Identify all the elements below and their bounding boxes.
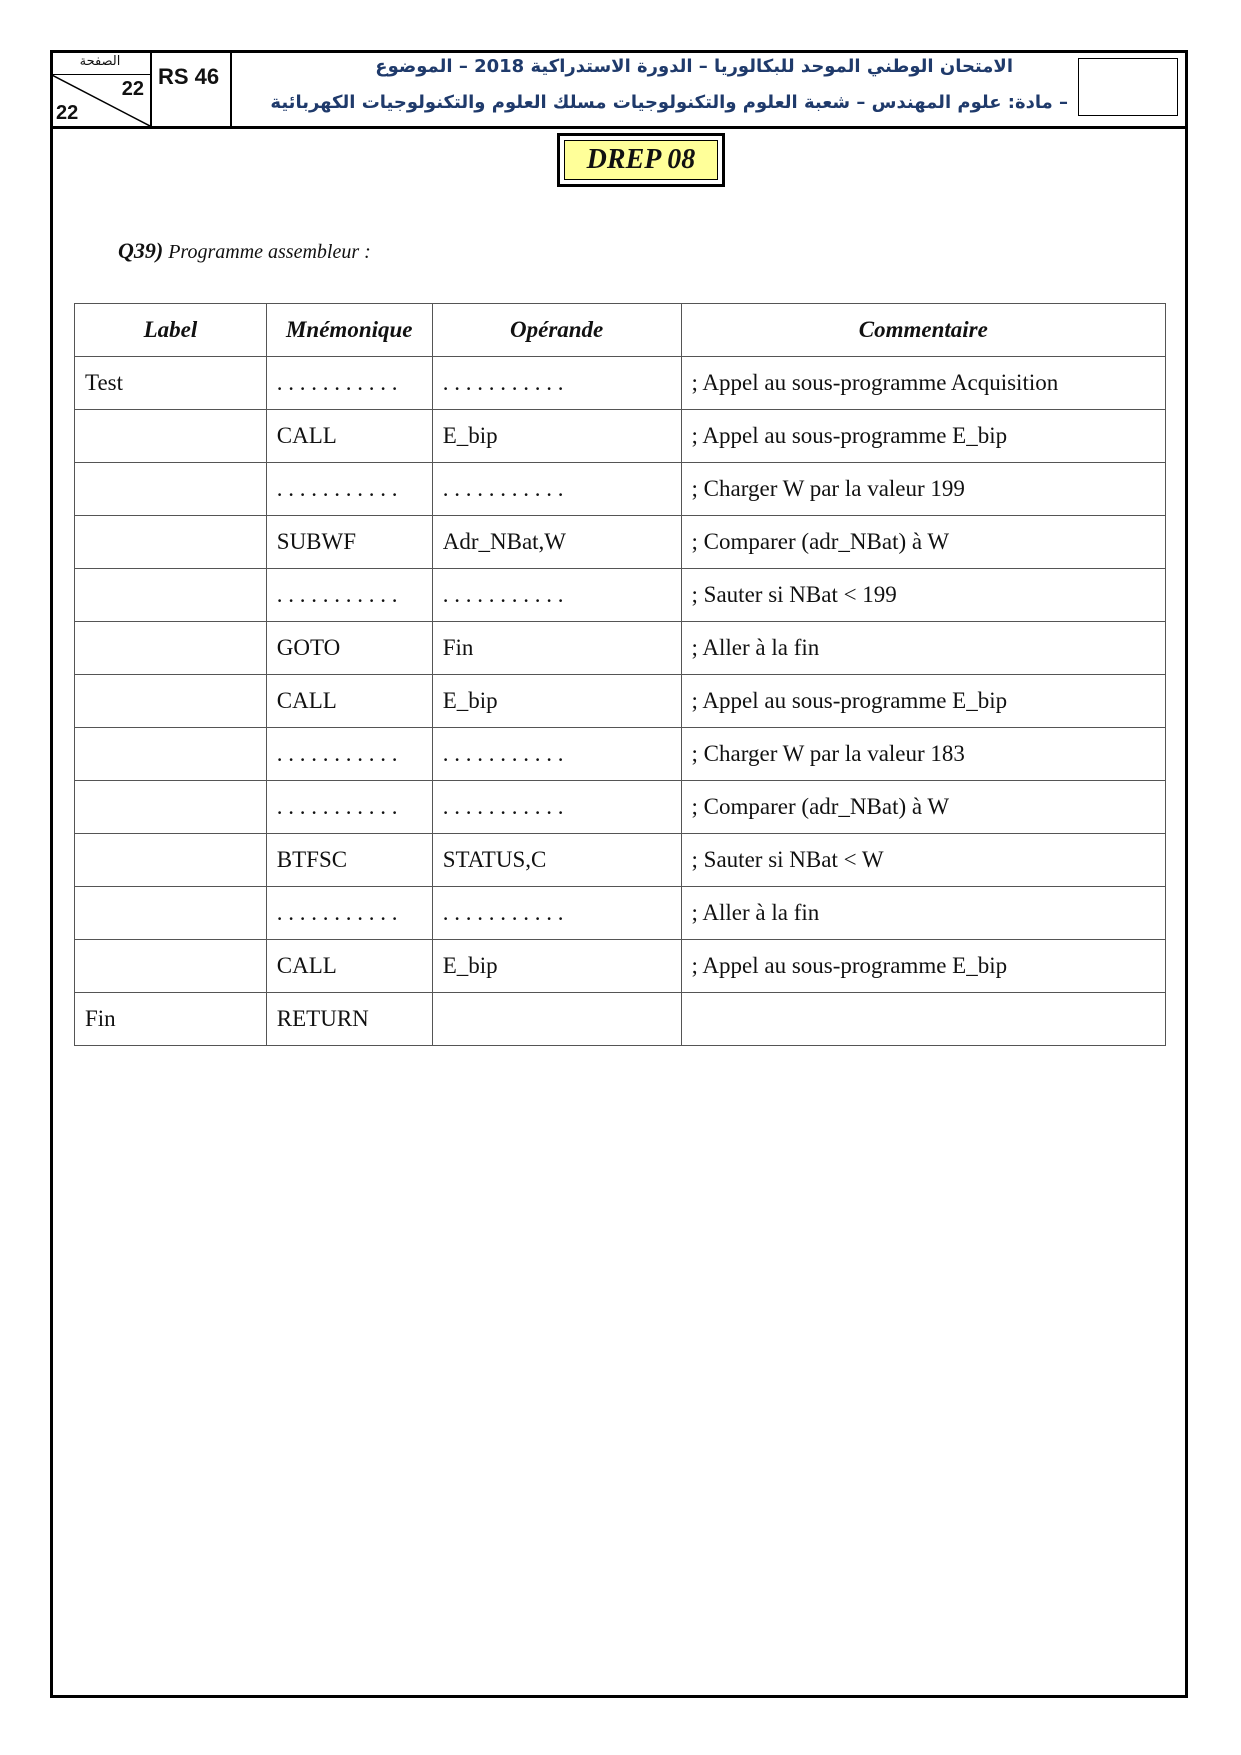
cell-label: [75, 410, 267, 463]
cell-operand: STATUS,C: [432, 834, 681, 887]
table-row: [75, 728, 1166, 781]
table-row: [75, 463, 1166, 516]
cell-operand: E_bip: [432, 410, 681, 463]
column-header-label: Label: [75, 304, 267, 357]
cell-mnemonic: SUBWF: [266, 516, 432, 569]
cell-operand: E_bip: [432, 675, 681, 728]
cell-label: [75, 887, 267, 940]
cell-comment: ; Charger W par la valeur 183: [681, 728, 1165, 781]
cell-operand: . . . . . . . . . . .: [432, 357, 681, 410]
column-header-mnemonic: Mnémonique: [266, 304, 432, 357]
exam-title-line-1: الامتحان الوطني الموحد للبكالوريا – الدورة الاستدراكية 2018 – الموضوع: [375, 56, 1013, 77]
cell-operand: . . . . . . . . . . .: [432, 781, 681, 834]
cell-comment: ; Sauter si NBat < W: [681, 834, 1165, 887]
exam-code-box: [152, 50, 232, 126]
cell-label: [75, 728, 267, 781]
cell-label: [75, 569, 267, 622]
column-header-comment: Commentaire: [681, 304, 1165, 357]
cell-operand: . . . . . . . . . . .: [432, 463, 681, 516]
cell-comment: ; Aller à la fin: [681, 622, 1165, 675]
blank-code-box: [1078, 58, 1178, 116]
cell-operand: Adr_NBat,W: [432, 516, 681, 569]
cell-comment: ; Aller à la fin: [681, 887, 1165, 940]
table-row: [75, 781, 1166, 834]
assembly-program-table: [74, 303, 1166, 1046]
cell-operand: Fin: [432, 622, 681, 675]
column-header-operand: Opérande: [432, 304, 681, 357]
cell-comment: ; Appel au sous-programme E_bip: [681, 410, 1165, 463]
cell-label: [75, 675, 267, 728]
cell-label: [75, 463, 267, 516]
cell-operand: . . . . . . . . . . .: [432, 569, 681, 622]
table-row: [75, 357, 1166, 410]
cell-mnemonic: CALL: [266, 675, 432, 728]
question-text: Programme assembleur :: [168, 241, 371, 263]
cell-comment: ; Charger W par la valeur 199: [681, 463, 1165, 516]
cell-mnemonic: . . . . . . . . . . .: [266, 569, 432, 622]
exam-title-line-2: – مادة: علوم المهندس – شعبة العلوم والتكنولوجيات مسلك العلوم والتكنولوجيات الكهربائية: [270, 92, 1068, 113]
exam-header: [50, 50, 1188, 129]
table-row: [75, 410, 1166, 463]
exam-code: RS 46: [158, 64, 220, 89]
cell-mnemonic: . . . . . . . . . . .: [266, 728, 432, 781]
cell-label: Fin: [75, 993, 267, 1046]
table-header-row: [75, 304, 1166, 357]
table-row: [75, 940, 1166, 993]
document-reference: DREP 08: [564, 140, 718, 180]
document-reference-box: [557, 133, 725, 187]
cell-label: [75, 622, 267, 675]
page-current: 22: [121, 78, 144, 100]
cell-label: [75, 781, 267, 834]
cell-comment: ; Sauter si NBat < 199: [681, 569, 1165, 622]
cell-mnemonic: . . . . . . . . . . .: [266, 357, 432, 410]
cell-operand: E_bip: [432, 940, 681, 993]
table-row: [75, 622, 1166, 675]
cell-mnemonic: GOTO: [266, 622, 432, 675]
cell-comment: ; Appel au sous-programme E_bip: [681, 675, 1165, 728]
cell-label: Test: [75, 357, 267, 410]
page-number-box: [50, 50, 152, 126]
cell-comment: ; Comparer (adr_NBat) à W: [681, 516, 1165, 569]
table-row: [75, 993, 1166, 1046]
table-row: [75, 569, 1166, 622]
cell-mnemonic: . . . . . . . . . . .: [266, 781, 432, 834]
question-heading: [118, 238, 371, 264]
cell-mnemonic: CALL: [266, 940, 432, 993]
cell-mnemonic: . . . . . . . . . . .: [266, 887, 432, 940]
table-row: [75, 834, 1166, 887]
table-row: [75, 887, 1166, 940]
cell-mnemonic: BTFSC: [266, 834, 432, 887]
cell-comment: ; Appel au sous-programme Acquisition: [681, 357, 1165, 410]
cell-mnemonic: CALL: [266, 410, 432, 463]
cell-comment: ; Appel au sous-programme E_bip: [681, 940, 1165, 993]
cell-mnemonic: RETURN: [266, 993, 432, 1046]
question-number: Q39): [118, 238, 164, 263]
cell-operand: . . . . . . . . . . .: [432, 728, 681, 781]
cell-comment: [681, 993, 1165, 1046]
cell-operand: . . . . . . . . . . .: [432, 887, 681, 940]
table-row: [75, 675, 1166, 728]
page-label: الصفحة: [50, 52, 150, 75]
cell-label: [75, 940, 267, 993]
cell-operand: [432, 993, 681, 1046]
cell-comment: ; Comparer (adr_NBat) à W: [681, 781, 1165, 834]
cell-label: [75, 834, 267, 887]
table-row: [75, 516, 1166, 569]
page-total: 22: [56, 102, 79, 124]
cell-label: [75, 516, 267, 569]
cell-mnemonic: . . . . . . . . . . .: [266, 463, 432, 516]
